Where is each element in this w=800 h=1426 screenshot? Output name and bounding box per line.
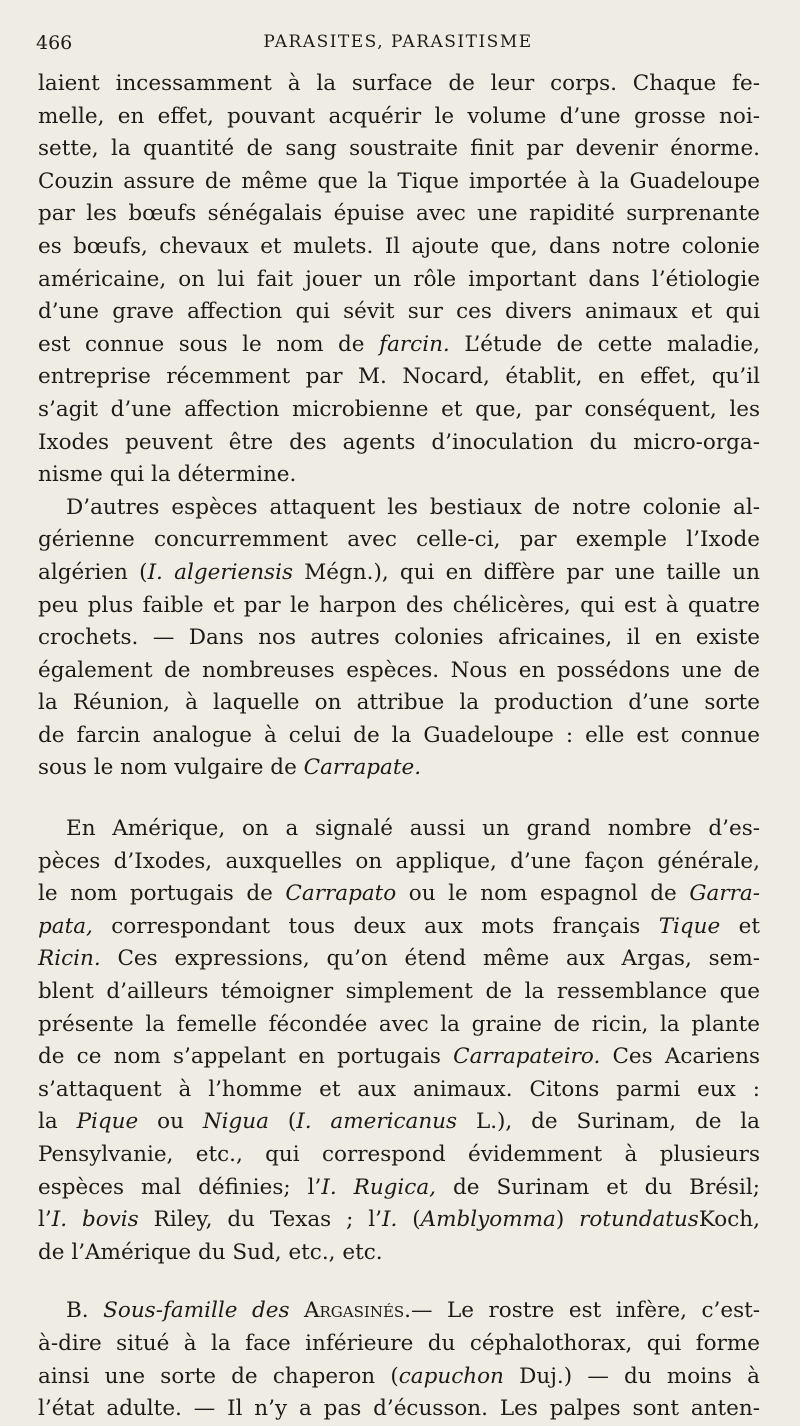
text-line: pata, correspondant tous deux aux mots français Tique et [38, 913, 760, 939]
text-line: présente la femelle fécondée avec la graine de ricin, la plante [38, 1011, 760, 1037]
paragraph [38, 1295, 760, 1425]
text-line: sette, la quantité de sang soustraite finit par devenir énorme. [38, 136, 760, 162]
text-line: gérienne concurremment avec celle-ci, par exemple l’Ixode [38, 527, 760, 553]
page-header [36, 32, 760, 62]
text-line: algérien (I. algeriensis Mégn.), qui en diffère par une taille un [38, 559, 760, 585]
text-line: de farcin analogue à celui de la Guadeloupe : elle est connue [38, 722, 760, 748]
text-line: à-dire situé à la face inférieure du céphalothorax, qui forme [38, 1330, 760, 1356]
text-line: crochets. — Dans nos autres colonies africaines, il en existe [38, 625, 760, 651]
text-line: américaine, on lui fait jouer un rôle important dans l’étiologie [38, 266, 760, 292]
text-line: ainsi une sorte de chaperon (capuchon Duj.) — du moins à [38, 1363, 761, 1389]
text-line: également de nombreuses espèces. Nous en possédons une de [38, 657, 760, 683]
text-line: la Pique ou Nigua (I. americanus L.), de Surinam, de la [38, 1109, 760, 1135]
text-line: sous le nom vulgaire de Carrapate. [38, 755, 422, 781]
text-line: d’une grave affection qui sévit sur ces divers animaux et qui [38, 299, 760, 325]
text-line: Couzin assure de même que la Tique importée à la Guadeloupe [38, 168, 760, 194]
text-line: Pensylvanie, etc., qui correspond évidemment à plusieurs [38, 1142, 760, 1167]
running-title: PARASITES, PARASITISME [263, 32, 533, 52]
text-line: En Amérique, on a signalé aussi un grand nombre d’es- [66, 816, 760, 842]
text-line: de l’Amérique du Sud, etc., etc. [38, 1239, 383, 1265]
text-line: Ricin. Ces expressions, qu’on étend même aux Argas, sem- [38, 946, 760, 972]
text-line: l’état adulte. — Il n’y a pas d’écusson. Les palpes sont anten- [38, 1396, 760, 1422]
text-line: pèces d’Ixodes, auxquelles on applique, d’une façon générale, [38, 848, 760, 874]
page-number: 466 [36, 32, 73, 54]
section-heading: Argasinés. [303, 1298, 412, 1324]
text-line: melle, en effet, pouvant acquérir le volume d’une grosse noi- [38, 103, 760, 129]
text-line: le nom portugais de Carrapato ou le nom espagnol de Garra- [38, 881, 760, 907]
text-line: la Réunion, à laquelle on attribue la production d’une sorte [38, 690, 760, 716]
text-line: espèces mal définies; l’I. Rugica, de Surinam et du Brésil; [38, 1174, 760, 1200]
text-line: s’agit d’une affection microbienne et que, par conséquent, les [38, 396, 760, 422]
text-line: blent d’ailleurs témoigner simplement de la ressemblance que [38, 979, 760, 1005]
italic-term: Carrapate. [303, 755, 422, 781]
text-line: l’I. bovis Riley, du Texas ; l’I. (Amblyomma) rotundatusKoch, [38, 1207, 760, 1233]
text-line: Ixodes peuvent être des agents d’inoculation du micro-orga- [38, 429, 760, 455]
paragraph-continuation [38, 68, 760, 492]
text-line: entreprise récemment par M. Nocard, établit, en effet, qu’il [38, 364, 760, 390]
text-line: B. Sous-famille des Argasinés.— Le rostre est infère, c’est- [66, 1298, 761, 1324]
body-text [38, 68, 760, 1426]
paragraph [38, 492, 760, 785]
text-line: est connue sous le nom de farcin. L’étude de cette maladie, [38, 331, 760, 357]
text-line: laient incessamment à la surface de leur corps. Chaque fe- [38, 71, 760, 96]
italic-term: farcin. [379, 331, 450, 357]
text-line: nisme qui la détermine. [38, 462, 297, 488]
text-line: D’autres espèces attaquent les bestiaux de notre colonie al- [66, 494, 760, 520]
text-line: peu plus faible et par le harpon des chélicères, qui est à quatre [38, 592, 760, 618]
text-line: de ce nom s’appelant en portugais Carrapateiro. Ces Acariens [38, 1044, 761, 1070]
paragraph [38, 813, 760, 1269]
text-line: s’attaquent à l’homme et aux animaux. Citons parmi eux : [38, 1076, 760, 1102]
text-line: es bœufs, chevaux et mulets. Il ajoute que, dans notre colonie [38, 233, 760, 259]
text-line: par les bœufs sénégalais épuise avec une rapidité surprenante [38, 201, 760, 227]
italic-term: I. algeriensis [147, 559, 293, 585]
